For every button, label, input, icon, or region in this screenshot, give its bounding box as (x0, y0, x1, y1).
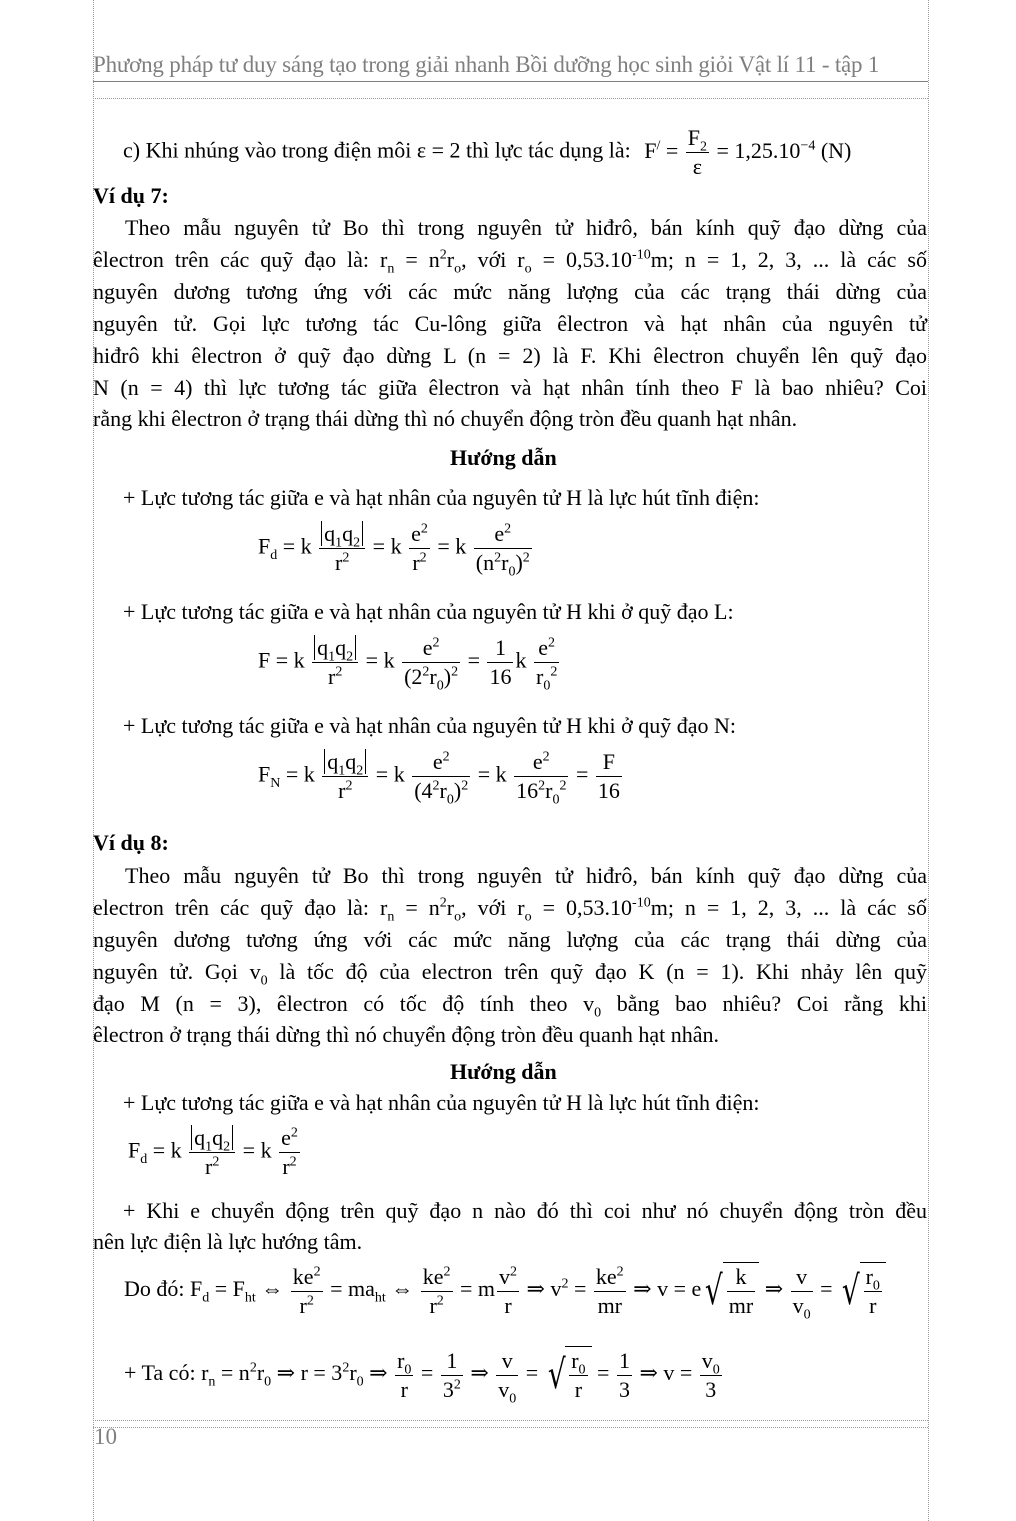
we-have-label: + Ta có: (124, 1360, 196, 1386)
example8-line1: Theo mẫu nguyên tử Bo thì trong nguyên tử hiđrô, bán kính quỹ đạo dừng của (125, 863, 927, 888)
example7-step2: + Lực tương tác giữa e và hạt nhân của nguyên tử H khi ở quỹ đạo L: (123, 599, 734, 624)
example7-step3: + Lực tương tác giữa e và hạt nhân của nguyên tử H khi ở quỹ đạo N: (123, 713, 737, 738)
part-c-line: c) Khi nhúng vào trong điện môi ε = 2 thì lực tác dụng là: F/ = $\frac{F_2}{\varepsilon}$ = $1,25.10^{-4}$ (N) (123, 125, 852, 179)
example7-formula1: $F_d = k$ $\frac{q_1q_2}{r^2}$ = k $\frac{e^2}{r^2}$ = k $\frac{e^2}{(n^2r_0)^2}$ (258, 521, 530, 580)
example7-line1: Theo mẫu nguyên tử Bo thì trong nguyên tử hiđrô, bán kính quỹ đạo dừng của (125, 215, 927, 240)
example8-line2: electron trên các quỹ đạo là: $r_n = n^2r_o$, với $r_o = 0,53.10^{-10}m$; n = 1, 2, 3, ... là các số (93, 895, 927, 925)
example7-line5: hiđrô khi êlectron ở quỹ đạo dừng L (n = 2) là F. Khi êlectron chuyển lên quỹ đạo (93, 343, 927, 368)
footer-guide-top (93, 1427, 928, 1428)
header-rule (93, 81, 928, 82)
example8-line3: nguyên dương tương ứng với các mức năng lượng của các trạng thái dừng của (93, 927, 927, 952)
content-guide-top (93, 98, 928, 99)
example8-formula1: $F_d = k$ $\frac{q_1q_2}{r^2}$ = k $\frac{e^2}{r^2}$ (128, 1125, 298, 1179)
example8-step2-line1: + Khi e chuyển động trên quỹ đạo n nào đó thì coi như nó chuyển động tròn đều (123, 1198, 927, 1223)
therefore-label: Do đó: (124, 1276, 185, 1302)
example8-line4: nguyên tử. Gọi $v_0$ là tốc độ của electron trên quỹ đạo K (n = 1). Khi nhảy lên quỹ (93, 959, 927, 989)
example8-step1: + Lực tương tác giữa e và hạt nhân của nguyên tử H là lực hút tĩnh điện: (123, 1090, 760, 1115)
example7-line2: êlectron trên các quỹ đạo là: $r_n = n^2r_o$, với $r_o = 0,53.10^{-10}m$; n = 1, 2, 3, ... là các số (93, 247, 927, 277)
example8-step2-line2: nên lực điện là lực hướng tâm. (93, 1229, 363, 1254)
part-c-text: c) Khi nhúng vào trong điện môi ε = 2 thì lực tác dụng là: (123, 137, 631, 163)
page-number: 10 (94, 1424, 117, 1449)
example8-guide-title: Hướng dẫn (450, 1059, 557, 1084)
example7-line7: rằng khi êlectron ở trạng thái dừng thì nó chuyển động tròn đều quanh hạt nhân. (93, 406, 798, 431)
example7-line6: N (n = 4) thì lực tương tác giữa êlectron và hạt nhân tính theo F là bao nhiêu? Coi (93, 375, 927, 400)
content-guide-bottom (93, 1420, 928, 1421)
example7-guide-title: Hướng dẫn (450, 445, 557, 470)
example8-line5: đạo M (n = 3), êlectron có tốc độ tính theo $v_0$ bằng bao nhiêu? Coi rằng khi (93, 991, 927, 1021)
example8-title: Ví dụ 8: (93, 830, 169, 855)
example7-title: Ví dụ 7: (93, 183, 169, 208)
margin-guide-right (928, 0, 929, 1521)
formula-f2-over-eps: $\frac{F_2}{\varepsilon}$ (687, 125, 708, 179)
running-header: Phương pháp tư duy sáng tạo trong giải nhanh Bồi dưỡng học sinh giỏi Vật lí 11 - tập 1 (93, 52, 880, 77)
example7-step1: + Lực tương tác giữa e và hạt nhân của nguyên tử H là lực hút tĩnh điện: (123, 485, 760, 510)
example8-line6: êlectron ở trạng thái dừng thì nó chuyển động tròn đều quanh hạt nhân. (93, 1022, 719, 1047)
example7-formula3: $F_N = k$ $\frac{q_1q_2}{r^2}$ = k $\frac{e^2}{(4^2r_0)^2}$ = k $\frac{e^2}{16^2r_0^2}$ = $\frac{F}{16}$ (258, 749, 620, 808)
example7-line4: nguyên tử. Gọi lực tương tác Cu-lông giữa êlectron và hạt nhân của nguyên tử (93, 311, 927, 336)
example8-formula2: Do đó: $F_d = F_{ht}$ ⇔ $\frac{ke^2}{r^2}$ = $ma_{ht}$ ⇔ $\frac{ke^2}{r^2}$ = m $\frac{v^2}{r}$ ⇒ $v^2$ = $\frac{ke^2}{mr}$ ⇒ v = e√ $\frac{k}{mr}$ ⇒ $\frac{v}{v_0}$ = √ $\frac{r_0}{r}$ (124, 1262, 886, 1320)
example7-line3: nguyên dương tương ứng với các mức năng lượng của các trạng thái dừng của (93, 279, 927, 304)
example7-formula2: F = k $\frac{q_1q_2}{r^2}$ = k $\frac{e^2}{(2^2r_0)^2}$ = $\frac{1}{16}$ k $\frac{e^2}{r_0^2}$ (258, 635, 558, 694)
example8-formula3: + Ta có: $r_n = n^2r_0$ ⇒ $r = 3^2r_0$ ⇒ $\frac{r_0}{r}$ = $\frac{1}{3^2}$ ⇒ $\frac{v}{v_0}$ = √ $\frac{r_0}{r}$ = $\frac{1}{3}$ ⇒ v = $\frac{v_0}{3}$ (124, 1347, 720, 1406)
